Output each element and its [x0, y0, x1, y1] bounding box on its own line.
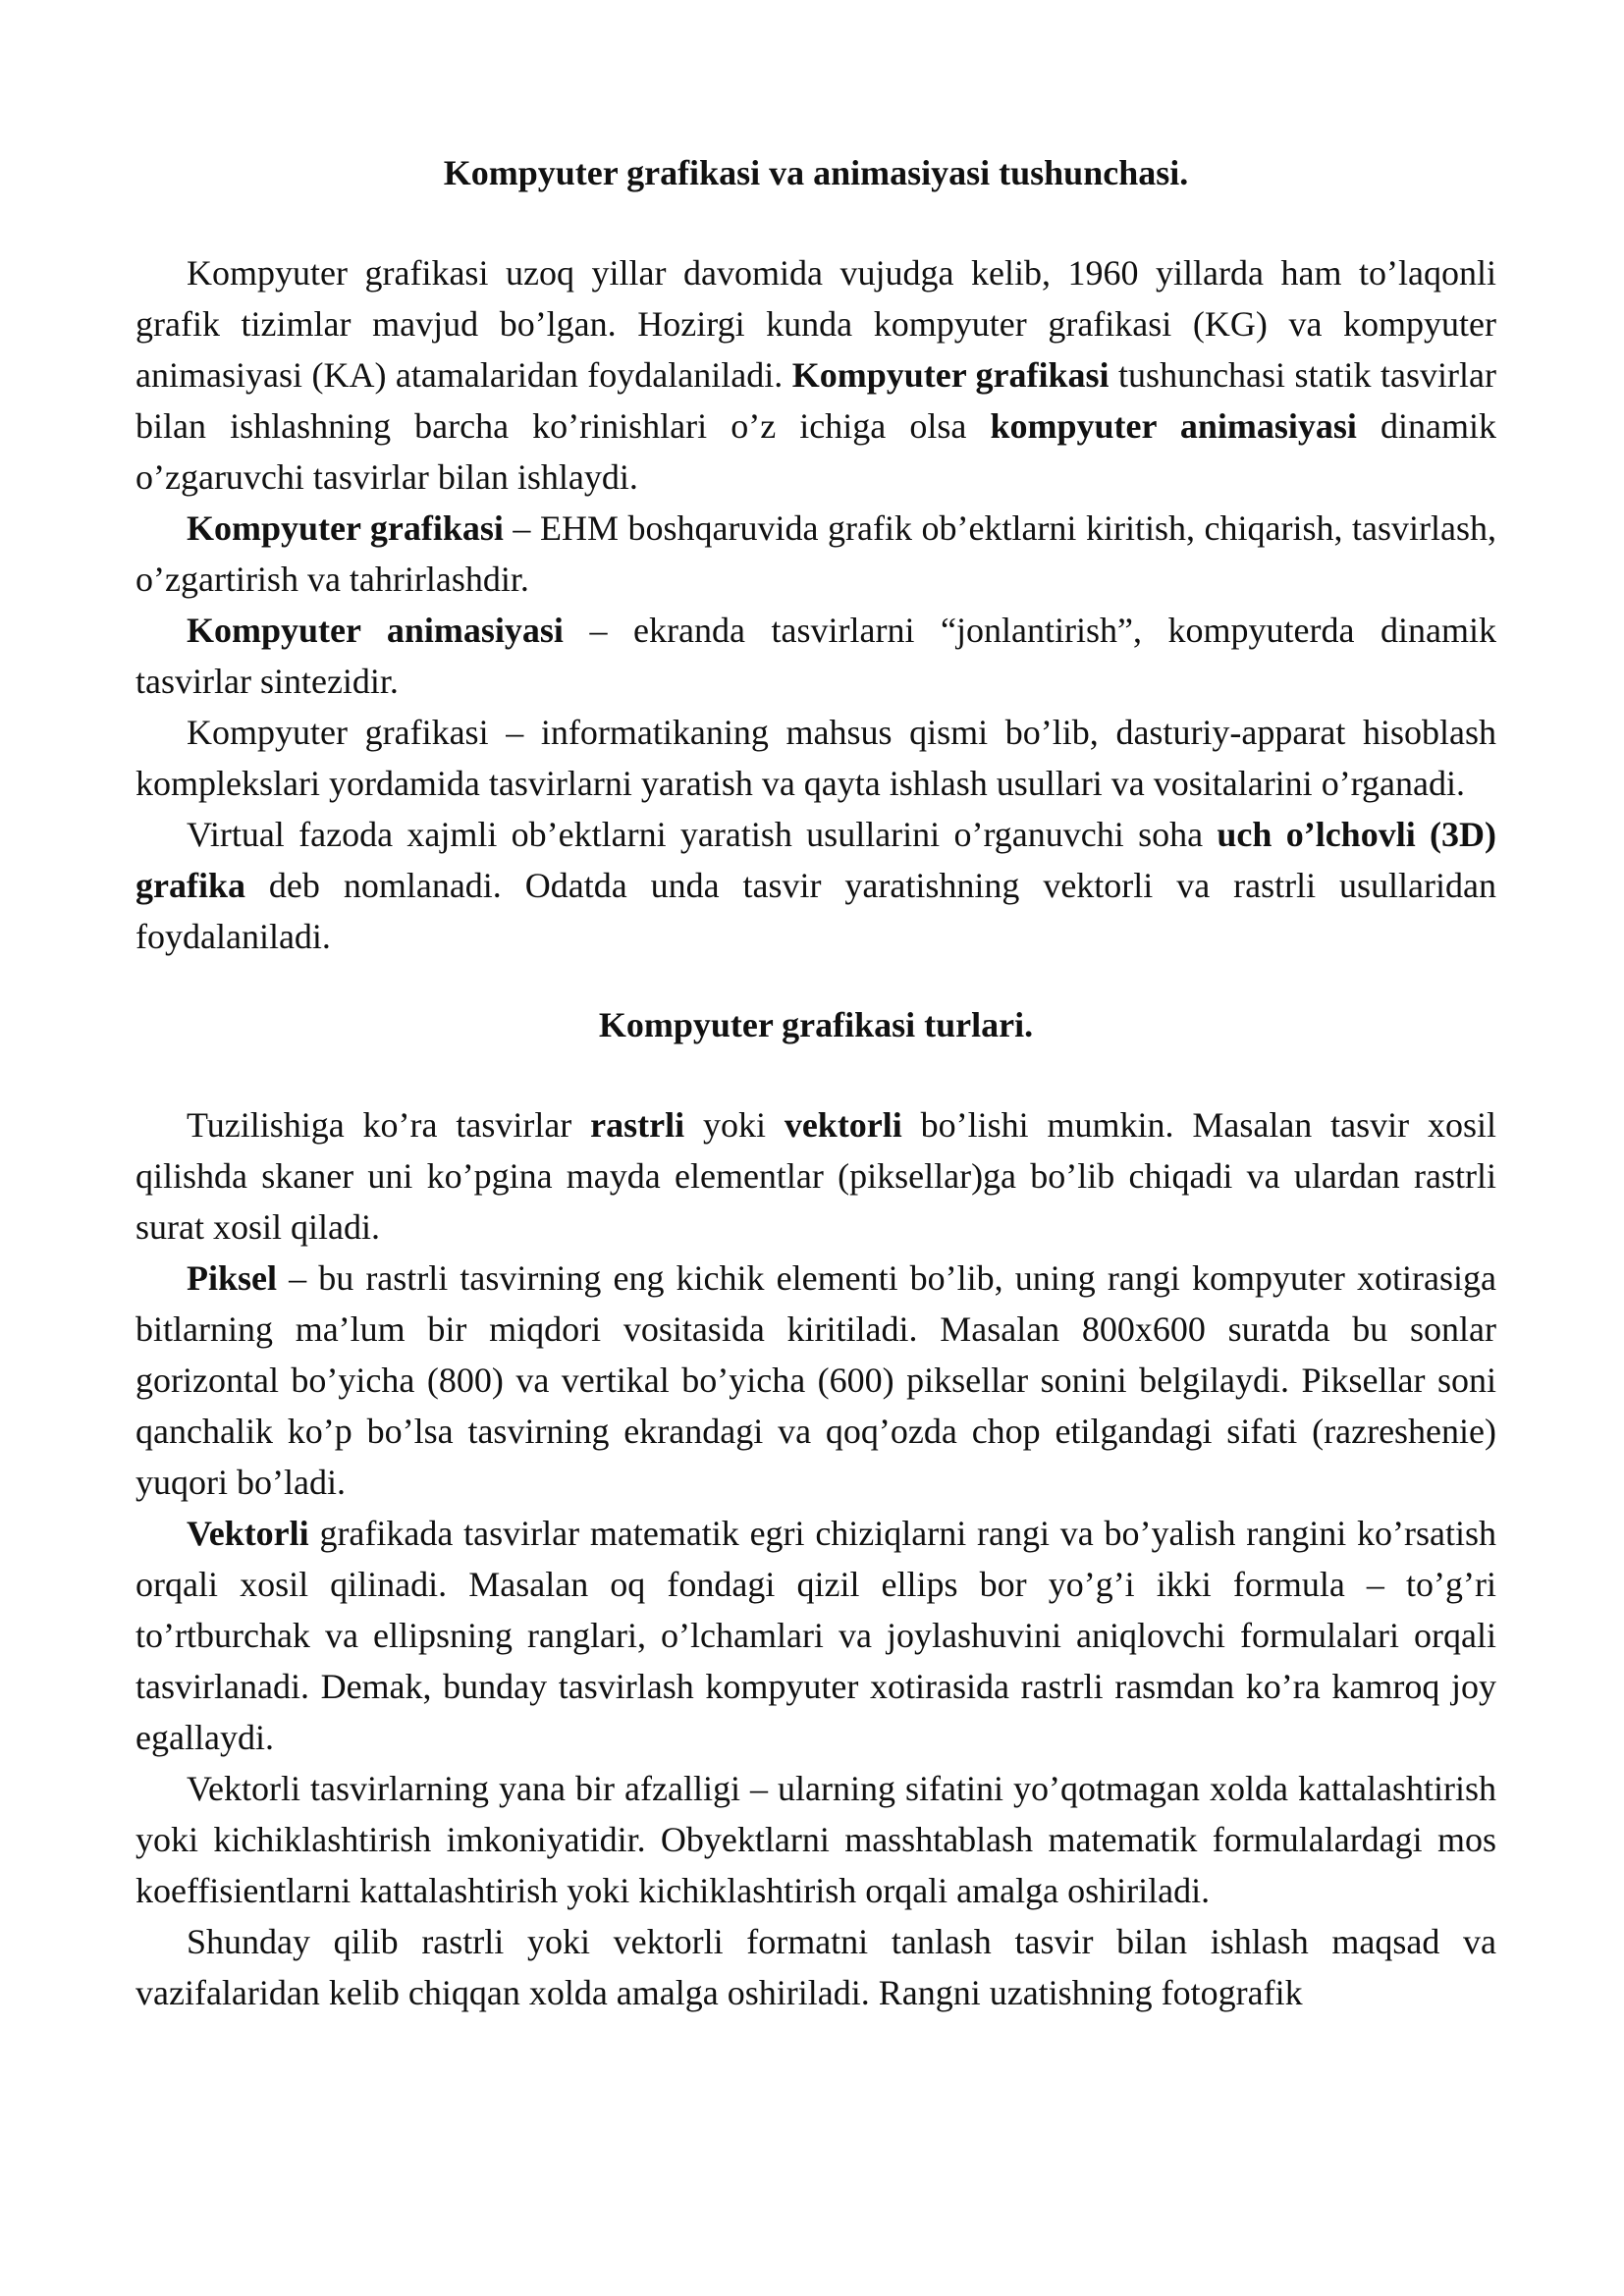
section-subtitle: Kompyuter grafikasi turlari. — [598, 1005, 1034, 1044]
intro-text-2: tushunchasi statik tasvirlar bilan ishlashning barcha ko’rinishlari o’z ichiga olsa — [135, 355, 1496, 446]
structure-text-1: Tuzilishiga ko’ra tasvirlar — [187, 1105, 591, 1145]
virtual-text-1: Virtual fazoda xajmli ob’ektlarni yaratish usullarini o’rganuvchi soha — [187, 815, 1218, 854]
document-title: Kompyuter grafikasi va animasiyasi tushunchasi. — [443, 153, 1189, 192]
virtual-3d-paragraph — [135, 809, 1496, 962]
structure-text-2: yoki — [684, 1105, 785, 1145]
definition-kg-text: – EHM boshqaruvida grafik ob’ektlarni kiritish, chiqarish, tasvirlash, o’zgartirish va tahrirlashdir. — [135, 508, 1496, 599]
definition-kg-term: Kompyuter grafikasi — [187, 508, 504, 548]
definition-ka-text: – ekranda tasvirlarni “jonlantirish”, kompyuterda dinamik tasvirlar sintezidir. — [135, 611, 1496, 701]
vector-advantage-paragraph: Vektorli tasvirlarning yana bir afzalligi – ularning sifatini yo’qotmagan xolda kattalashtirish yoki kichiklashtirish imkoniyatidir. Obyektlarni masshtablash matematik formulalardagi mos koeffisientlarni kattalashtirish yoki kichiklashtirish orqali amalga oshiriladi. — [135, 1769, 1496, 1910]
virtual-text-2: deb nomlanadi. Odatda unda tasvir yaratishning vektorli va rastrli usullaridan foydalaniladi. — [135, 866, 1496, 956]
definition-kg-paragraph — [135, 503, 1496, 605]
informatics-paragraph: Kompyuter grafikasi – informatikaning mahsus qismi bo’lib, dasturiy-apparat hisoblash komplekslari yordamida tasvirlarni yaratish va qayta ishlash usullari va vositalarini o’rganadi. — [135, 713, 1496, 803]
structure-text-3: bo’lishi mumkin. Masalan tasvir xosil qilishda skaner uni ko’pgina mayda elementlar (piksellar)ga bo’lib chiqadi va ulardan rastrli surat xosil qiladi. — [135, 1105, 1496, 1247]
virtual-term-3d: uch o’lchovli (3D) grafika — [135, 815, 1496, 905]
pixel-term: Piksel — [187, 1258, 278, 1298]
conclusion-paragraph: Shunday qilib rastrli yoki vektorli formatni tanlash tasvir bilan ishlash maqsad va vazifalaridan kelib chiqqan xolda amalga oshiriladi. Rangni uzatishning fotografik — [135, 1922, 1496, 2012]
definition-ka-term: Kompyuter animasiyasi — [187, 611, 564, 650]
structure-term-vector: vektorli — [784, 1105, 902, 1145]
intro-text-3: dinamik o’zgaruvchi tasvirlar bilan ishlaydi. — [135, 406, 1496, 497]
pixel-paragraph — [135, 1253, 1496, 1508]
vector-paragraph — [135, 1508, 1496, 1763]
intro-text-1: Kompyuter grafikasi uzoq yillar davomida vujudga kelib, 1960 yillarda ham to’laqonli grafik tizimlar mavjud bo’lgan. Hozirgi kunda kompyuter grafikasi (KG) va kompyuter animasiyasi (KA) atamalaridan foydalaniladi. — [135, 253, 1496, 395]
structure-paragraph — [135, 1099, 1496, 1253]
structure-term-raster: rastrli — [590, 1105, 685, 1145]
intro-paragraph — [135, 247, 1496, 503]
vector-term: Vektorli — [187, 1514, 309, 1553]
pixel-text: – bu rastrli tasvirning eng kichik elementi bo’lib, uning rangi kompyuter xotirasiga bitlarning ma’lum bir miqdori vositasida kiritiladi. Masalan 800x600 suratda bu sonlar gorizontal bo’yicha (800) va vertikal bo’yicha (600) piksellar sonini belgilaydi. Piksellar soni qanchalik ko’p bo’lsa tasvirning ekrandagi va qoq’ozda chop etilgandagi sifati (razreshenie) yuqori bo’ladi. — [135, 1258, 1496, 1502]
intro-term-ka: kompyuter animasiyasi — [990, 406, 1357, 446]
vector-text: grafikada tasvirlar matematik egri chiziqlarni rangi va bo’yalish rangini ko’rsatish orqali xosil qilinadi. Masalan oq fondagi qizil ellips bor yo’g’i ikki formula – to’g’ri to’rtburchak va ellipsning ranglari, o’lchamlari va joylashuvini aniqlovchi formulalari orqali tasvirlanadi. Demak, bunday tasvirlash kompyuter xotirasida rastrli rasmdan ko’ra kamroq joy egallaydi. — [135, 1514, 1496, 1757]
document-page — [135, 147, 1496, 2018]
intro-term-kg: Kompyuter grafikasi — [791, 355, 1110, 395]
definition-ka-paragraph — [135, 605, 1496, 707]
